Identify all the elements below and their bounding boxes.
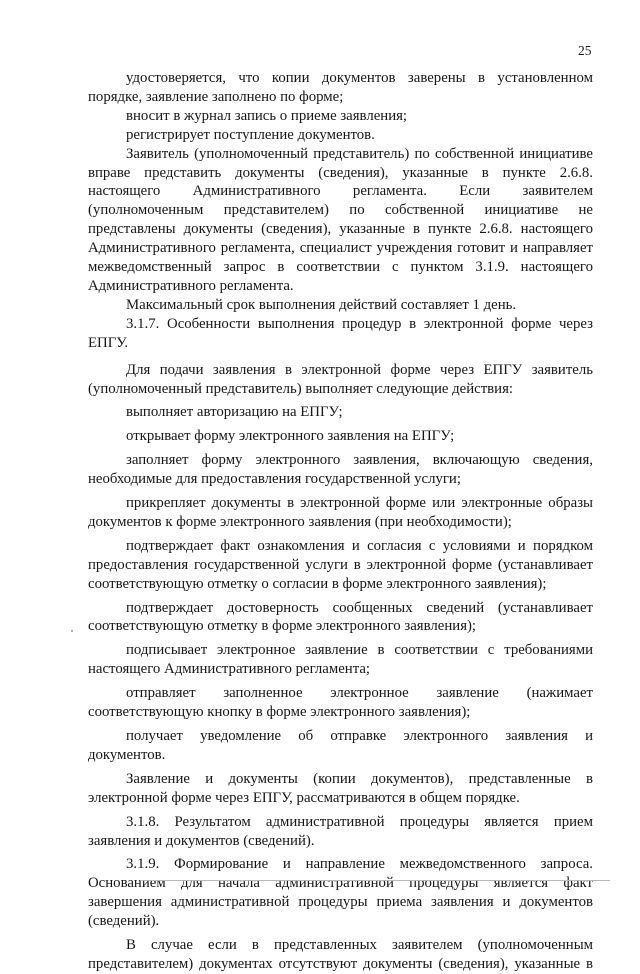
paragraph: В случае если в представленных заявителем (уполномоченным представителем) документах отсутствуют документы (сведения), указанные в	[88, 937, 593, 972]
list-item: открывает форму электронного заявления на ЕПГУ;	[126, 428, 455, 445]
list-item: подписывает электронное заявление в соответствии с требованиями настоящего Административного регламента;	[88, 642, 593, 678]
paragraph: удостоверяется, что копии документов заверены в установленном порядке, заявление заполнено по форме;	[88, 70, 593, 105]
section-heading-3-1-9: 3.1.9. Формирование и направление межведомственного запроса. Основанием для начала административной процедуры является факт завершения административной процедуры приема заявления и документов (сведений).	[88, 856, 593, 930]
list-item: прикрепляет документы в электронной форме или электронные образы документов к форме электронного заявления (при необходимости);	[88, 495, 593, 530]
footer-divider	[140, 880, 610, 881]
section-heading-3-1-7: 3.1.7. Особенности выполнения процедур в электронной форме через ЕПГУ.	[88, 315, 593, 351]
list-item: отправляет заполненное электронное заявление (нажимает соответствующую кнопку в форме электронного заявления);	[88, 685, 593, 721]
list-item: заполняет форму электронного заявления, включающую сведения, необходимые для предоставления государственной услуги;	[88, 452, 593, 488]
list-item: получает уведомление об отправке электронного заявления и документов.	[88, 728, 593, 763]
paragraph: Максимальный срок выполнения действий составляет 1 день.	[126, 296, 517, 313]
section-heading-3-1-8: 3.1.8. Результатом административной процедуры является прием заявления и документов (сведений).	[88, 813, 593, 849]
paragraph: Заявитель (уполномоченный представитель) по собственной инициативе вправе представить документы (сведения), указанные в пункте 2.6.8. настоящего Административного регламента. Если заявителем (уполномоченным представителем) по собственной инициативе не представлены документы (сведения), указанные в пункте 2.6.8. настоящего Административного регламента, специалист учреждения готовит и направляет межведомственный запрос в соответствии с пунктом 3.1.9. настоящего Административного регламента.	[88, 145, 593, 294]
paragraph: Для подачи заявления в электронной форме через ЕПГУ заявитель (уполномоченный представитель) выполняет следующие действия:	[88, 361, 593, 397]
scan-artifact	[71, 630, 73, 632]
list-item: подтверждает факт ознакомления и согласия с условиями и порядком предоставления государственной услуги в электронной форме (устанавливает соответствующую отметку о согласии в форме электронного заявления);	[88, 537, 593, 592]
list-item: подтверждает достоверность сообщенных сведений (устанавливает соответствующую отметку в форме электронного заявления);	[88, 599, 593, 635]
document-body	[88, 69, 593, 974]
paragraph: вносит в журнал запись о приеме заявления;	[126, 107, 408, 124]
page-number: 25	[578, 43, 592, 58]
paragraph: Заявление и документы (копии документов), представленные в электронной форме через ЕПГУ, рассматриваются в общем порядке.	[88, 770, 593, 806]
list-item: выполняет авторизацию на ЕПГУ;	[126, 404, 343, 421]
paragraph: регистрирует поступление документов.	[126, 126, 375, 143]
